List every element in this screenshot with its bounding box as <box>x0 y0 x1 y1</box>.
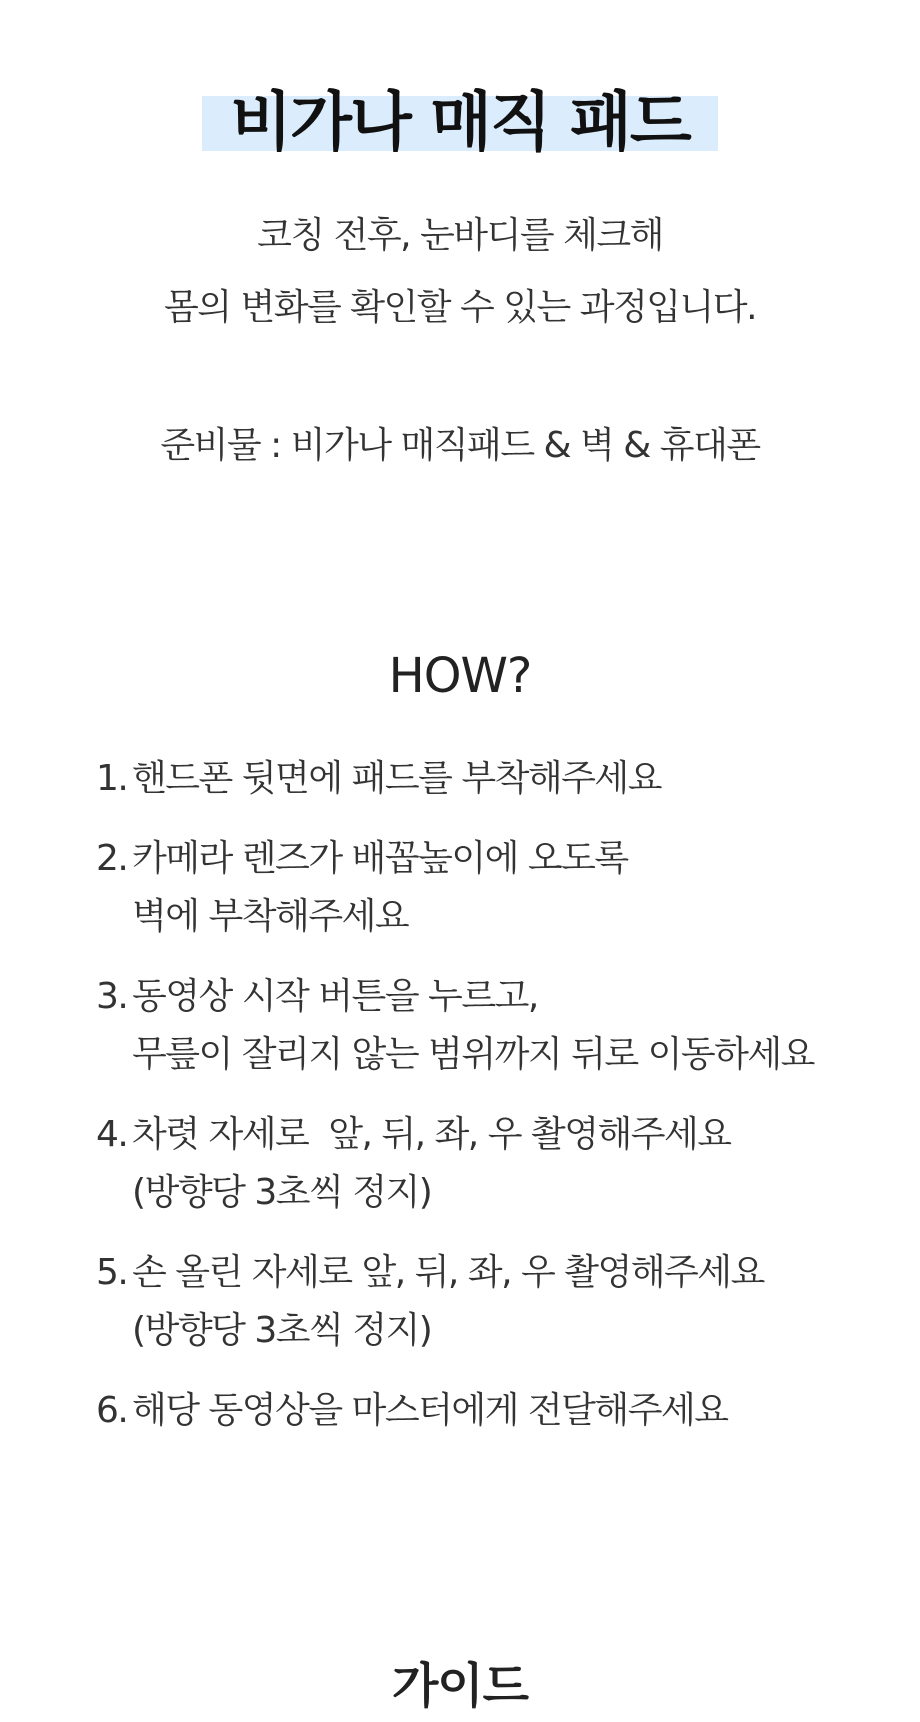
step-text <box>132 750 896 808</box>
step-line: 차렷 자세로 앞, 뒤, 좌, 우 촬영해주세요 <box>132 1114 731 1155</box>
title-section <box>0 52 920 194</box>
how-heading: HOW? <box>388 648 532 704</box>
materials-text: 준비물 : 비가나 매직패드 & 벽 & 휴대폰 <box>160 425 760 466</box>
step-line: 핸드폰 뒷면에 패드를 부착해주세요 <box>132 758 661 799</box>
step-number: 3. <box>96 976 128 1017</box>
step-text <box>132 1106 896 1222</box>
step-item-5 <box>96 1244 896 1360</box>
step-item-6 <box>96 1382 896 1440</box>
intro-line-1: 코칭 전후, 눈바디를 체크해 <box>257 215 663 256</box>
step-text <box>132 1244 896 1360</box>
step-line: 무릎이 잘리지 않는 범위까지 뒤로 이동하세요 <box>132 1034 814 1075</box>
step-number: 6. <box>96 1390 128 1431</box>
step-line: (방향당 3초씩 정지) <box>132 1310 432 1351</box>
step-text <box>132 830 896 946</box>
step-line: 카메라 렌즈가 배꼽높이에 오도록 <box>132 838 628 879</box>
step-line: (방향당 3초씩 정지) <box>132 1172 432 1213</box>
step-number: 5. <box>96 1252 128 1293</box>
step-line: 해당 동영상을 마스터에게 전달해주세요 <box>132 1390 728 1431</box>
intro-text <box>0 200 920 344</box>
step-text <box>132 1382 896 1440</box>
intro-line-2: 몸의 변화를 확인할 수 있는 과정입니다. <box>163 287 757 328</box>
step-line: 벽에 부착해주세요 <box>132 896 409 937</box>
step-number: 2. <box>96 838 128 879</box>
step-item-1 <box>96 750 896 808</box>
step-number: 1. <box>96 758 128 799</box>
page-title: 비가나 매직 패드 <box>202 95 717 151</box>
step-text <box>132 968 896 1084</box>
step-number: 4. <box>96 1114 128 1155</box>
step-item-4 <box>96 1106 896 1222</box>
step-line: 손 올린 자세로 앞, 뒤, 좌, 우 촬영해주세요 <box>132 1252 764 1293</box>
step-item-2 <box>96 830 896 946</box>
guide-heading: 가이드 <box>391 1658 529 1714</box>
step-line: 동영상 시작 버튼을 누르고, <box>132 976 538 1017</box>
step-item-3 <box>96 968 896 1084</box>
steps-list <box>96 750 896 1462</box>
